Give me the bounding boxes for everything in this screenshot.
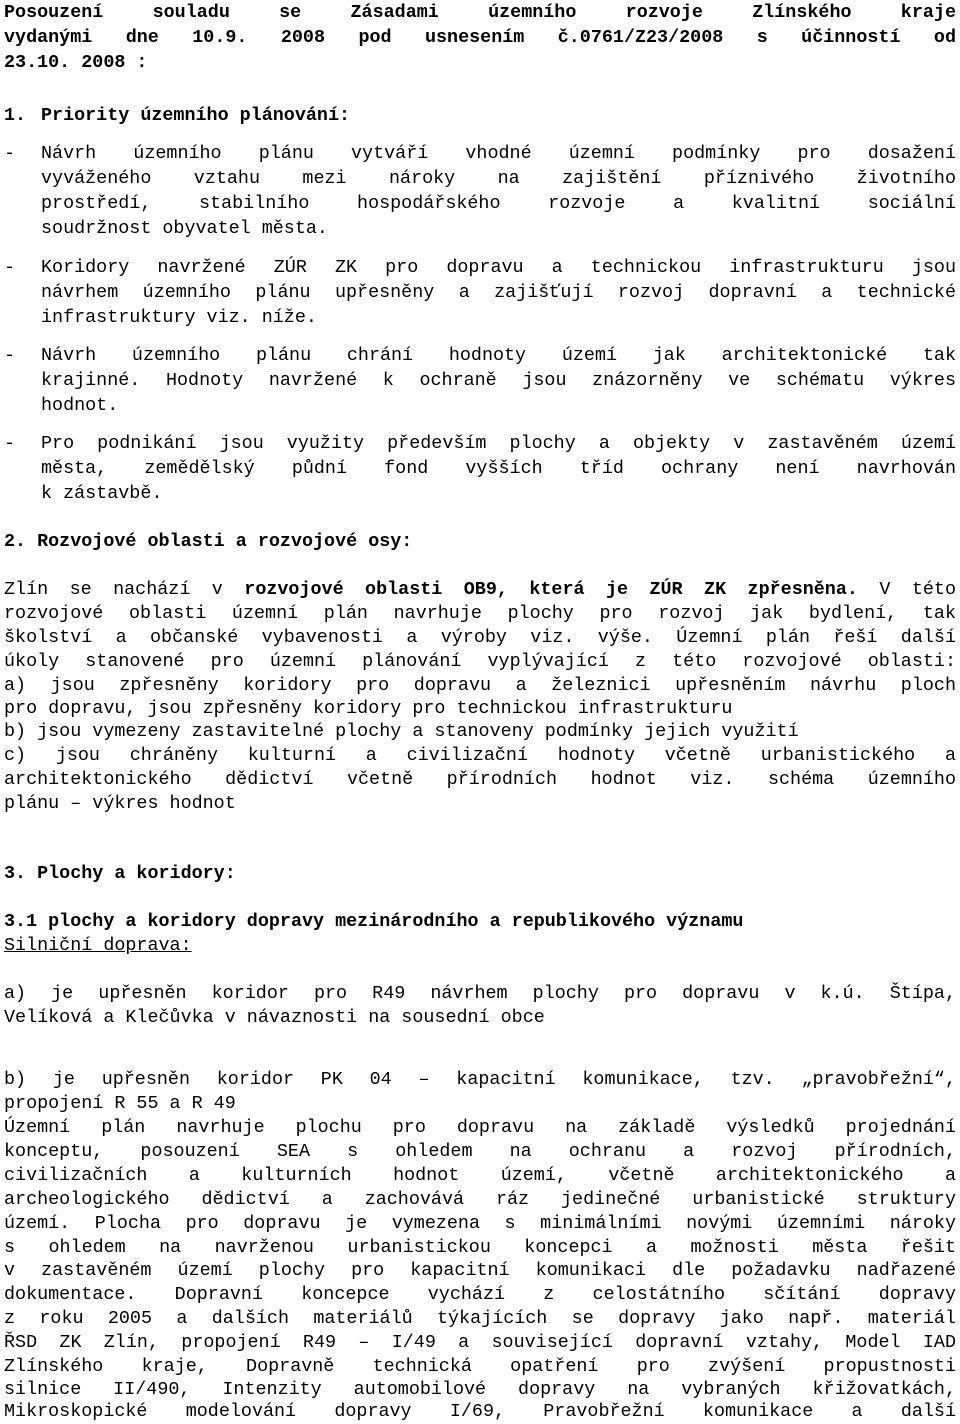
document-title-line-2: vydanými dne 10.9. 2008 pod usnesením č.0761/Z23/2008 s účinností od [4,27,956,48]
section-2-heading: 2. Rozvojové oblasti a rozvojové osy: [4,531,413,552]
item-b-line-12: ŘSD ZK Zlín, propojení R49 – I/49 a související dopravní vztahy, Model IAD [4,1332,956,1353]
bullet-1 [4,142,956,166]
bullet-2-line-2: návrhem územního plánu upřesněny a zajišťují rozvoj dopravní a technické [41,282,956,303]
bullet-dash: - [4,143,16,164]
road-transport-heading: Silniční doprava: [4,935,192,956]
document-title-line-3: 23.10. 2008 : [4,52,148,73]
item-b-line-15: Mikroskopické modelování dopravy I/69, Pravobřežní komunikace a další [4,1401,956,1422]
item-b-line-9: v zastavěném území plochy pro kapacitní komunikaci dle požadavku nadřazené [4,1260,956,1281]
section-2-line-10: plánu – výkres hodnot [4,793,236,814]
document-title-line-1: Posouzení souladu se Zásadami územního rozvoje Zlínského kraje [4,2,956,23]
bullet-4-line-3: k zástavbě. [41,483,163,504]
section-2-line-7: b) jsou vymezeny zastavitelné plochy a stanoveny podmínky jejich využití [4,721,799,742]
section-3-1-heading: 3.1 plochy a koridory dopravy mezinárodního a republikového významu [4,911,744,932]
bullet-dash: - [4,257,16,278]
bullet-1-line-4: soudržnost obyvatel města. [41,218,328,239]
item-b-line-14: silnice II/490, Intenzity automobilové dopravy na vybraných křižovatkách, [4,1379,956,1400]
section-1-number: 1. [4,105,27,126]
bullet-dash: - [4,433,16,454]
item-b-line-5: civilizačních a kulturních hodnot území, včetně architektonického a [4,1165,956,1186]
bullet-4 [4,432,956,456]
bullet-1-line-2: vyváženého vztahu mezi nároky na zajištění příznivého životního [41,168,956,189]
item-b-line-2: propojení R 55 a R 49 [4,1093,236,1114]
item-b-line-1: b) je upřesněn koridor PK 04 – kapacitní komunikace, tzv. „pravobřežní“, [4,1069,956,1090]
item-a-line-2: Velíková a Klečůvka v návaznosti na sousední obce [4,1007,545,1028]
section-3-heading: 3. Plochy a koridory: [4,863,236,884]
section-2-bold-statement: rozvojové oblasti OB9, která je ZÚR ZK zpřesněna. [244,579,858,600]
bullet-2-line-1: Koridory navržené ZÚR ZK pro dopravu a technickou infrastrukturu jsou [41,257,956,278]
bullet-4-line-1: Pro podnikání jsou využity především plochy a objekty v zastavěném území [41,433,956,454]
item-b-line-3: Územní plán navrhuje plochu pro dopravu na základě výsledků projednání [4,1117,956,1138]
item-b-line-13: Zlínského kraje, Dopravně technická opatření pro zvýšení propustnosti [4,1356,956,1377]
section-1-heading [4,104,956,128]
bullet-3-line-3: hodnot. [41,395,119,416]
section-2-line-2: rozvojové oblasti územní plán navrhuje plochy pro rozvoj jak bydlení, tak [4,603,956,624]
item-a-line-1: a) je upřesněn koridor pro R49 návrhem plochy pro dopravu v k.ú. Štípa, [4,983,956,1004]
section-2-line-5: a) jsou zpřesněny koridory pro dopravu a železnici upřesněním návrhu ploch [4,675,956,696]
bullet-2 [4,256,956,280]
bullet-1-line-1: Návrh územního plánu vytváří vhodné územní podmínky pro dosažení [41,143,956,164]
section-2-intro: Zlín se nachází v [4,579,245,600]
section-2-line-9: architektonického dědictví včetně přírodních hodnot viz. schéma územního [4,769,956,790]
bullet-3 [4,344,956,368]
item-b-line-10: dokumentace. Dopravní koncepce vychází z celostátního sčítání dopravy [4,1284,956,1305]
section-2-line-3: školství a občanské vybavenosti a výroby viz. výše. Územní plán řeší další [4,627,956,648]
section-1-title: Priority územního plánování: [41,105,351,126]
bullet-2-line-3: infrastruktury viz. níže. [41,307,317,328]
bullet-3-line-2: krajinné. Hodnoty navržené k ochraně jsou znázorněny ve schématu výkres [41,370,956,391]
section-2-line-4: úkoly stanovené pro územní plánování vyplývající z této rozvojové oblasti: [4,651,956,672]
bullet-1-line-3: prostředí, stabilního hospodářského rozvoje a kvalitní sociální [41,193,956,214]
item-b-line-7: území. Plocha pro dopravu je vymezena s minimálními novými územními nároky [4,1213,956,1234]
item-b-line-11: z roku 2005 a dalších materiálů týkajících se dopravy jako např. materiál [4,1308,956,1329]
section-2-line-6: pro dopravu, jsou zpřesněny koridory pro technickou infrastrukturu [4,698,733,719]
section-2-paragraph-line-1 [4,578,956,602]
bullet-3-line-1: Návrh územního plánu chrání hodnoty území jak architektonické tak [41,345,956,366]
bullet-4-line-2: města, zemědělský půdní fond vyšších tříd ochrany není navrhován [41,458,956,479]
bullet-dash: - [4,345,16,366]
item-b-line-4: konceptu, posouzení SEA s ohledem na ochranu a rozvoj přírodních, [4,1141,956,1162]
section-2-intro-tail: V této [857,579,956,600]
section-2-line-8: c) jsou chráněny kulturní a civilizační hodnoty včetně urbanistického a [4,745,956,766]
item-b-line-6: archeologického dědictví a zachovává ráz jedinečné urbanistické struktury [4,1189,956,1210]
item-b-line-8: s ohledem na navrženou urbanistickou koncepci a možnosti města řešit [4,1237,956,1258]
